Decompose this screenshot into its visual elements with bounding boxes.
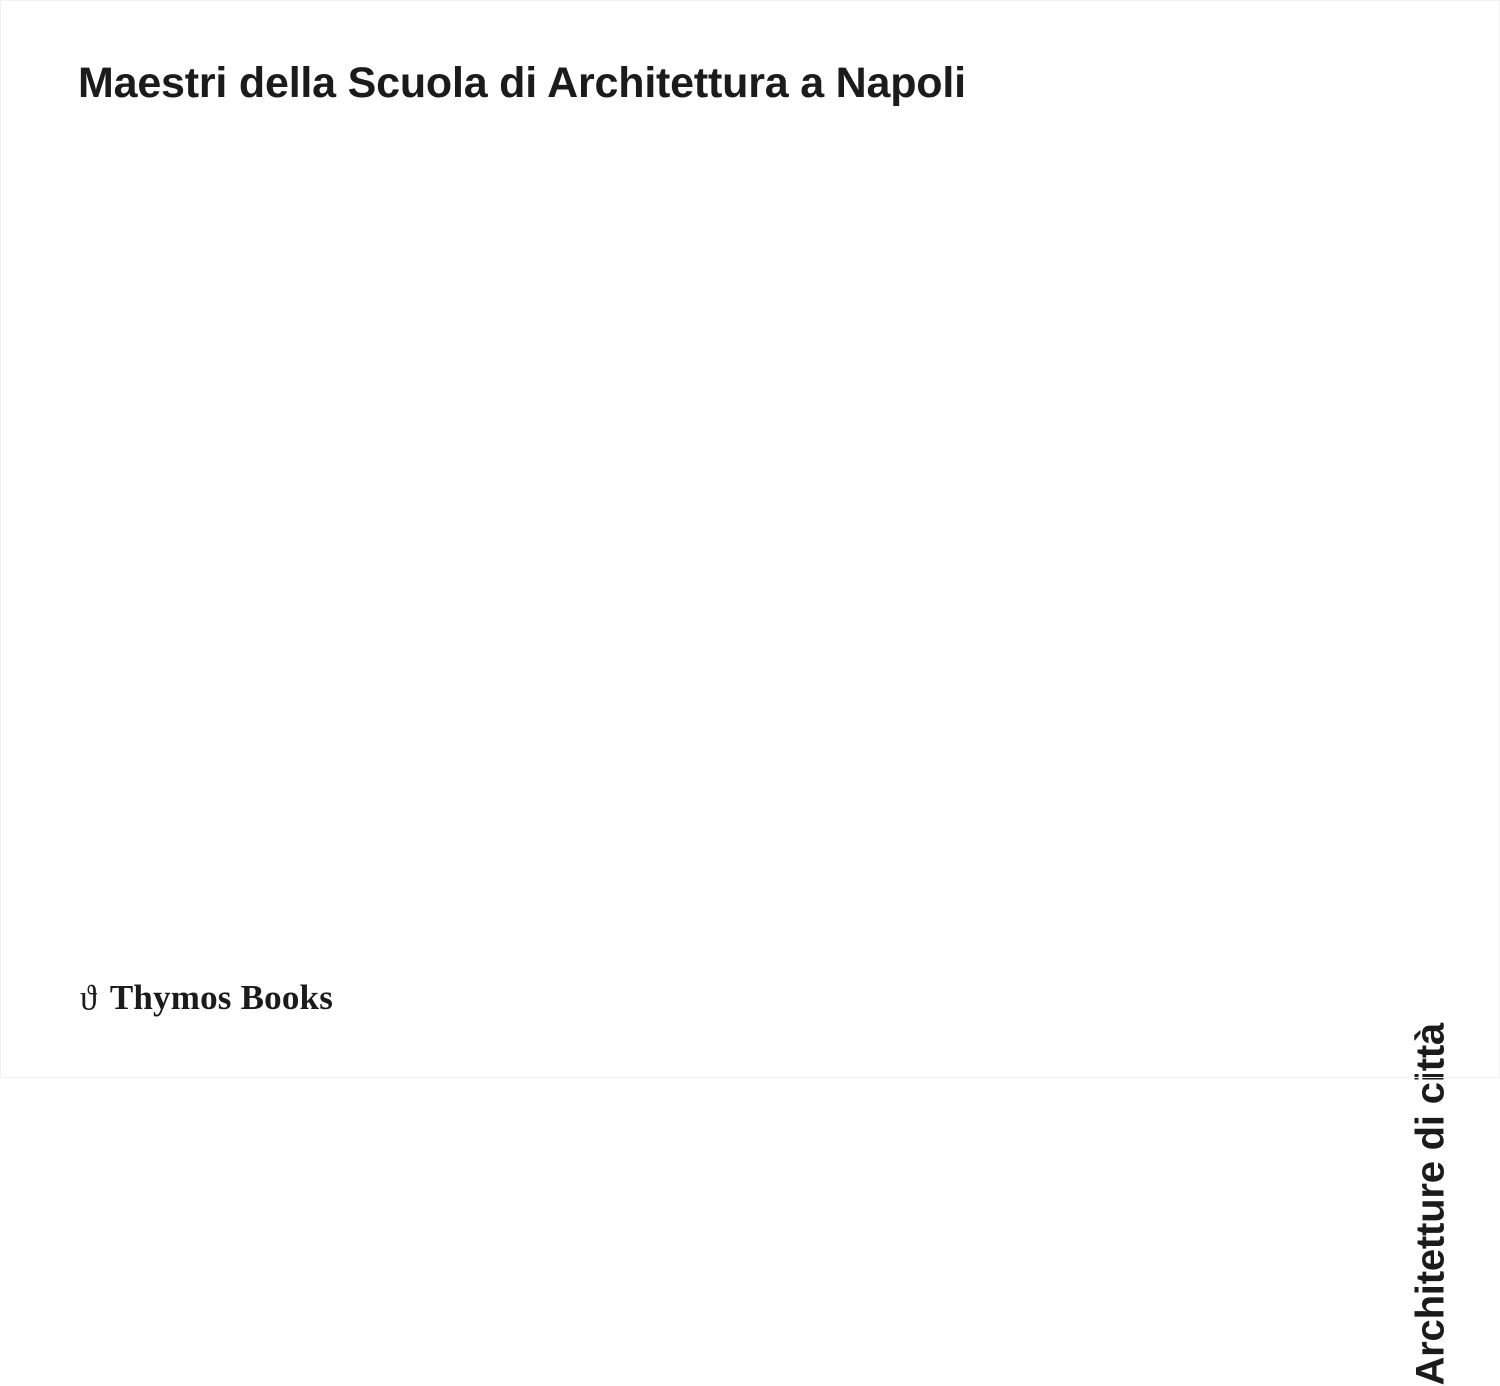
page-title: Maestri della Scuola di Architettura a Napoli [78, 59, 966, 107]
theta-glyph-icon: ϑ [80, 979, 97, 1018]
series-label: Architetture di città [1409, 1023, 1453, 1386]
publisher-name: Thymos Books [109, 978, 334, 1017]
publisher-logo [80, 978, 333, 1018]
